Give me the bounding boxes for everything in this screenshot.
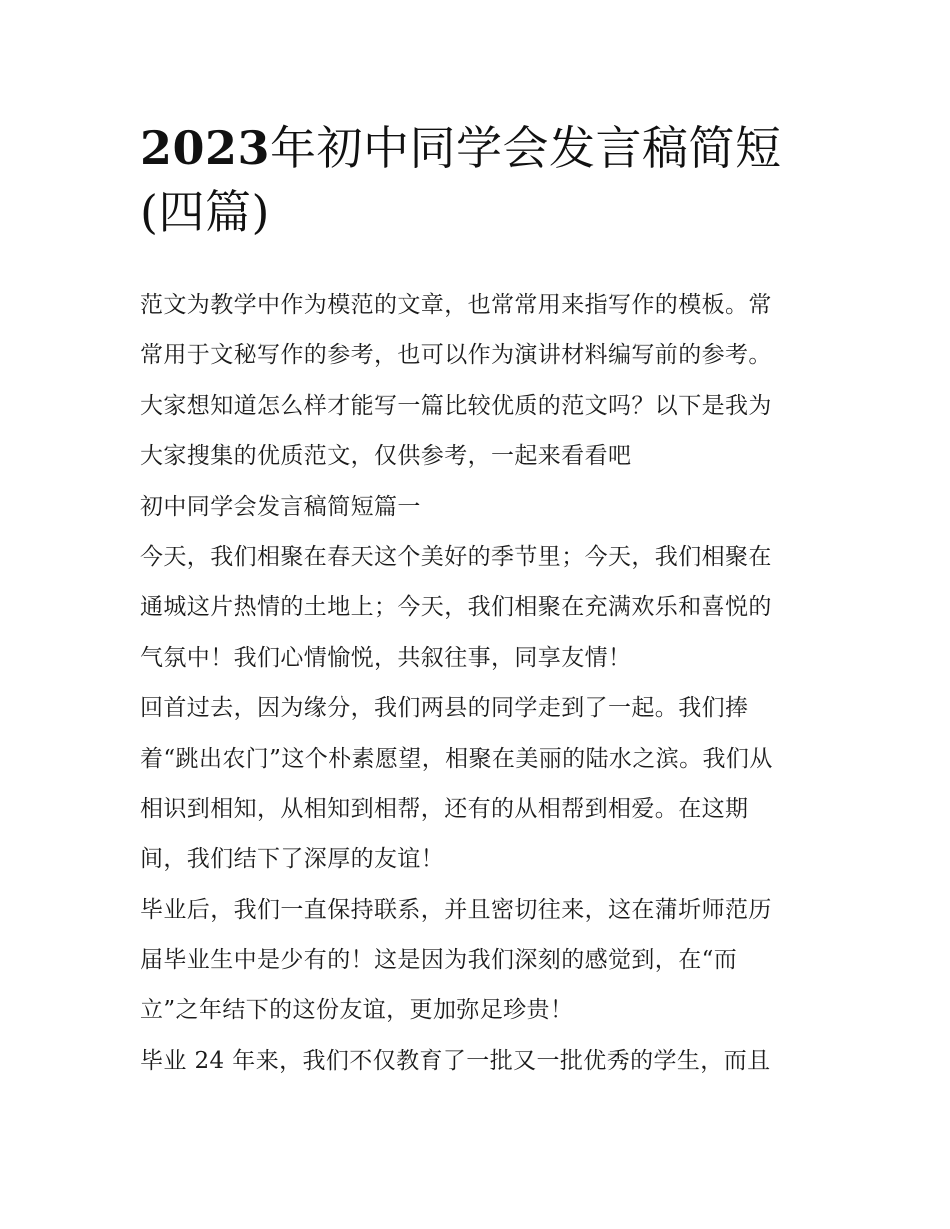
paragraph-line: 回首过去，因为缘分，我们两县的同学走到了一起。我们捧 [140, 695, 749, 722]
paragraph-line: 今天，我们相聚在春天这个美好的季节里；今天，我们相聚在 [140, 543, 772, 570]
paragraph-line: 通城这片热情的土地上；今天，我们相聚在充满欢乐和喜悦的 [140, 594, 772, 621]
title-line-1 [140, 116, 820, 180]
paragraph-line: 立”之年结下的这份友谊，更加弥足珍贵！ [140, 997, 574, 1024]
intro-line: 大家想知道怎么样才能写一篇比较优质的范文吗？以下是我为 [140, 392, 772, 419]
title-line-2: (四篇) [140, 185, 270, 239]
paragraph-line: 毕业 24 年来，我们不仅教育了一批又一批优秀的学生，而且 [140, 1047, 771, 1074]
paragraph-line: 毕业后，我们一直保持联系，并且密切往来，这在蒲圻师范历 [140, 896, 772, 923]
title-text: 年初中同学会发言稿简短 [270, 121, 782, 175]
paragraph-line: 间，我们结下了深厚的友谊！ [140, 846, 445, 873]
document-body [140, 280, 830, 1086]
paragraph-line: 届毕业生中是少有的！这是因为我们深刻的感觉到，在“而 [140, 947, 738, 974]
intro-line: 大家搜集的优质范文，仅供参考，一起来看看吧 [140, 443, 632, 470]
document-title [140, 116, 820, 244]
paragraph-line: 着“跳出农门”这个朴素愿望，相聚在美丽的陆水之滨。我们从 [140, 745, 773, 772]
section-heading: 初中同学会发言稿简短篇一 [140, 493, 421, 520]
title-year: 2023 [140, 121, 271, 175]
paragraph-line: 相识到相知，从相知到相帮，还有的从相帮到相爱。在这期 [140, 795, 749, 822]
intro-line: 范文为教学中作为模范的文章，也常常用来指写作的模板。常 [140, 292, 772, 318]
intro-line: 常用于文秘写作的参考，也可以作为演讲材料编写前的参考。 [140, 342, 772, 369]
paragraph-line: 气氛中！我们心情愉悦，共叙往事，同享友情！ [140, 644, 632, 671]
